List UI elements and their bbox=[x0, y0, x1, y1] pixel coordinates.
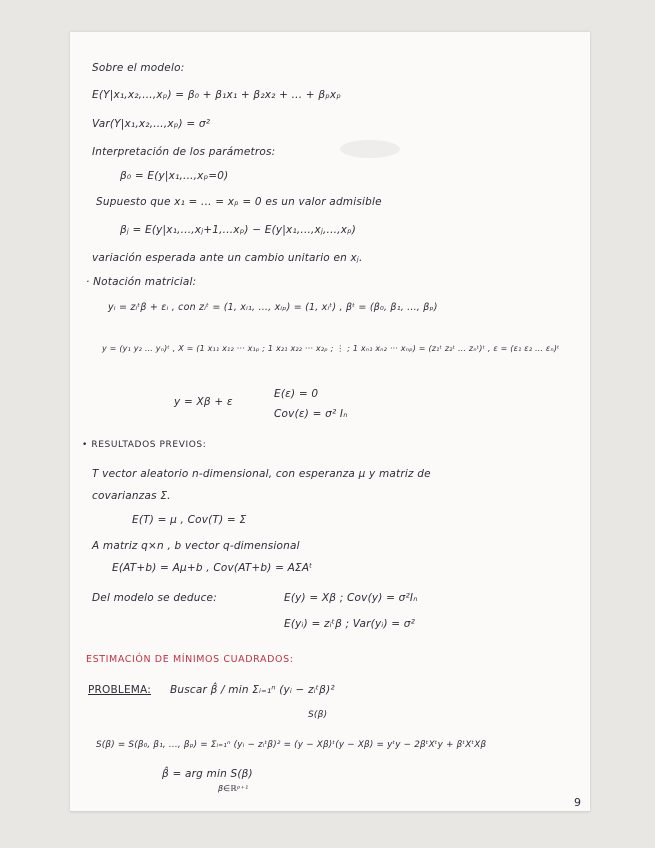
text-line: E(T) = μ , Cov(T) = Σ bbox=[132, 514, 247, 526]
text-line: S(β) bbox=[308, 710, 328, 720]
text-line: · Notación matricial: bbox=[86, 276, 197, 288]
text-line: Interpretación de los parámetros: bbox=[92, 146, 276, 158]
text-line: variación esperada ante un cambio unitario en xⱼ. bbox=[92, 252, 363, 264]
text-line: βⱼ = E(y|x₁,...,xⱼ+1,...xₚ) − E(y|x₁,...,xⱼ,...,xₚ) bbox=[120, 224, 357, 236]
text-line: covarianzas Σ. bbox=[92, 490, 171, 502]
text-line: yᵢ = zᵢᵗβ + εᵢ , con zᵢᵗ = (1, xᵢ₁, ..., xᵢₚ) = (1, xᵢᵗ) , βᵗ = (β₀, β₁, ..., βₚ) bbox=[108, 302, 438, 313]
text-line: β̂ = arg min S(β) bbox=[162, 768, 253, 780]
text-line: β₀ = E(y|x₁,...,xₚ=0) bbox=[120, 170, 229, 182]
text-line: T vector aleatorio n-dimensional, con esperanza μ y matriz de bbox=[92, 468, 431, 480]
notebook-page bbox=[70, 32, 590, 812]
text-line: S(β) = S(β₀, β₁, ..., βₚ) = Σᵢ₌₁ⁿ (yᵢ − zᵢᵗβ)² = (y − Xβ)ᵗ(y − Xβ) = yᵗy − 2βᵗXᵗy + βᵗXᵗXβ bbox=[96, 740, 487, 750]
page-edge bbox=[70, 811, 590, 812]
text-line: β∈ℝᵖ⁺¹ bbox=[218, 784, 249, 793]
text-line: y = (y₁ y₂ … yₙ)ᵗ , X = (1 x₁₁ x₁₂ ··· x₁ₚ ; 1 x₂₁ x₂₂ ··· x₂ₚ ; ⋮ ; 1 xₙ₁ xₙ₂ ··· xₙₚ) = (z₁ᵗ z₂ᵗ … zₙᵗ)ᵗ , ε = (ε₁ ε₂ … εₙ)ᵗ bbox=[102, 344, 560, 353]
text-line: E(AT+b) = Aμ+b , Cov(AT+b) = AΣAᵗ bbox=[112, 562, 313, 574]
text-line: A matriz q×n , b vector q-dimensional bbox=[92, 540, 300, 552]
text-line: Cov(ε) = σ² Iₙ bbox=[274, 408, 348, 420]
text-line: E(yᵢ) = zᵢᵗβ ; Var(yᵢ) = σ² bbox=[284, 618, 416, 630]
text-line: E(y) = Xβ ; Cov(y) = σ²Iₙ bbox=[284, 592, 418, 604]
text-line: E(ε) = 0 bbox=[274, 388, 319, 400]
text-line: Sobre el modelo: bbox=[92, 62, 185, 74]
problem-label: PROBLEMA: bbox=[88, 684, 151, 696]
text-line: Del modelo se deduce: bbox=[92, 592, 217, 604]
text-line: Var(Y|x₁,x₂,...,xₚ) = σ² bbox=[92, 118, 211, 130]
page-smudge bbox=[340, 140, 400, 158]
section-heading: ESTIMACIÓN DE MÍNIMOS CUADRADOS: bbox=[86, 654, 294, 665]
text-line: y = Xβ + ε bbox=[174, 396, 233, 408]
text-line: Supuesto que x₁ = ... = xₚ = 0 es un valor admisible bbox=[96, 196, 382, 208]
text-line: Buscar β̂ / min Σᵢ₌₁ⁿ (yᵢ − zᵢᵗβ)² bbox=[170, 684, 335, 696]
page-number: 9 bbox=[574, 796, 581, 809]
text-line: • RESULTADOS PREVIOS: bbox=[82, 440, 207, 450]
text-line: E(Y|x₁,x₂,...,xₚ) = β₀ + β₁x₁ + β₂x₂ + ... + βₚxₚ bbox=[92, 89, 342, 101]
